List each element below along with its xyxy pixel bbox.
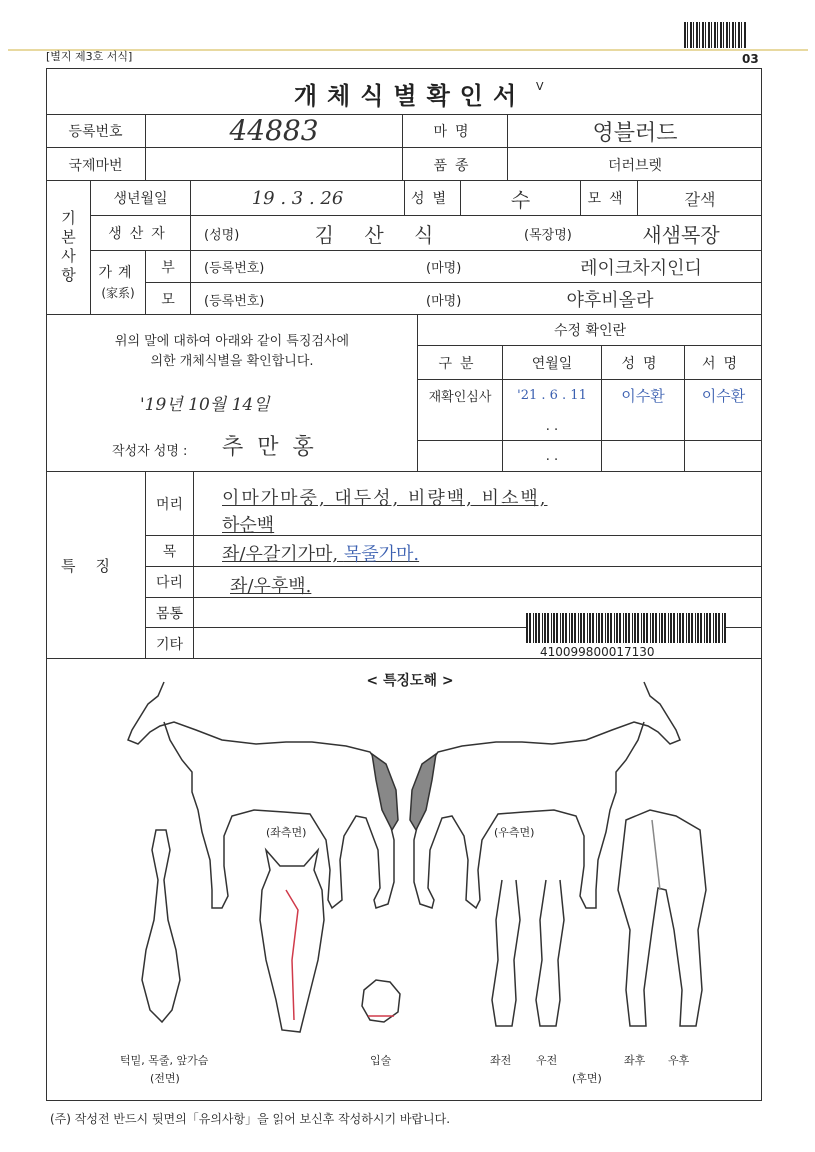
leg-label: 다리 (155, 575, 184, 591)
footer-note: (주) 작성전 반드시 뒷면의「유의사항」을 읽어 보신후 작성하시기 바랍니다. (50, 1112, 451, 1126)
head-front-outline (260, 850, 324, 1032)
front-legs-outline (492, 880, 564, 1026)
right-hind-label: 우후 (668, 1054, 690, 1067)
neck-value-black: 좌/우갈기가마, (222, 544, 339, 565)
right-side-label: (우측면) (494, 826, 535, 839)
left-side-horse-outline (128, 682, 398, 908)
basic-section-label (46, 181, 90, 315)
page-title: 개체식별확인서 (293, 82, 527, 110)
lips-label: 입술 (370, 1054, 392, 1067)
front-view-label: (전면) (150, 1072, 180, 1085)
row3-date: . . (545, 449, 559, 464)
family-label-hanja: (家系) (101, 286, 135, 300)
birth-label: 생년월일 (113, 191, 168, 207)
birth-value: 19 . 3 . 26 (251, 187, 344, 209)
family-label-text: 가계 (98, 265, 138, 281)
name-label: 마명 (433, 124, 477, 140)
reg-no-value: 44883 (229, 113, 319, 147)
form-number: [별지 제3호 서식] (46, 50, 133, 63)
col-name: 성명 (621, 355, 665, 372)
producer-label: 생산자 (108, 226, 173, 242)
head-value-line1: 이마가마중, 대두성, 비량백, 비소백, (222, 488, 548, 509)
intl-no-label: 국제마번 (68, 157, 123, 174)
confirm-text-line1: 위의 말에 대하여 아래와 같이 특징검사에 (114, 334, 350, 349)
sire-reg-no-label: (등록번호) (204, 261, 265, 276)
etc-label: 기타 (155, 636, 184, 653)
neck-value-blue: 목줄가마. (343, 544, 420, 565)
features-section-label: 특징 (61, 557, 130, 575)
head-value-line2: 하순백 (222, 515, 275, 536)
color-value: 갈색 (684, 189, 716, 209)
neck-label: 목 (162, 544, 177, 560)
right-side-horse-outline (410, 682, 680, 908)
top-barcode (684, 22, 746, 48)
producer-name-label: (성명) (204, 227, 240, 243)
right-front-label: 우전 (536, 1054, 558, 1067)
lips-outline (362, 980, 400, 1022)
row2-date: . . (545, 418, 559, 434)
color-label: 모색 (587, 191, 631, 207)
left-front-label: 좌전 (490, 1054, 512, 1067)
dam-name-value: 야후비올라 (566, 290, 654, 311)
sex-label: 성별 (410, 191, 455, 207)
page-number: 03 (742, 52, 759, 66)
leg-value: 좌/우후백. (230, 576, 312, 597)
body-label: 몸통 (155, 605, 184, 622)
farm-value: 새샘목장 (642, 222, 720, 247)
breed-label: 품종 (433, 157, 477, 174)
barcode-number: 410099800017130 (540, 645, 655, 659)
farm-label: (목장명) (524, 227, 572, 243)
row1-date: '21 . 6 . 11 (517, 387, 587, 403)
neck-value (222, 540, 419, 566)
row1-sign: 이수환 (701, 386, 746, 405)
family-label (91, 251, 145, 315)
head-label: 머리 (155, 496, 184, 513)
basic-section-text: 기본사항 (59, 210, 77, 286)
diagram-title: < 특징도해 > (366, 673, 454, 689)
sire-label: 부 (161, 259, 175, 276)
rear-view-label: (후면) (572, 1072, 602, 1085)
front-labels: 턱밑, 목줄, 앞가슴 (120, 1054, 209, 1067)
confirm-date: '19년 10월 14일 (140, 395, 270, 415)
horse-diagram (46, 660, 762, 1100)
reg-no-label: 등록번호 (68, 124, 123, 140)
dam-reg-no-label: (등록번호) (204, 293, 265, 309)
dam-horse-name-label: (마명) (426, 293, 462, 309)
col-type: 구분 (438, 355, 482, 372)
dam-label: 모 (161, 292, 175, 308)
col-sign: 서명 (701, 355, 746, 372)
breed-value: 더러브렛 (607, 157, 663, 174)
writer-label: 작성자 성명 : (112, 444, 188, 459)
sex-value: 수 (510, 187, 531, 212)
sire-horse-name-label: (마명) (426, 261, 462, 276)
features-barcode (526, 613, 726, 643)
confirm-text-line2: 의한 개체식별을 확인합니다. (150, 354, 314, 369)
left-hind-label: 좌후 (624, 1054, 646, 1067)
col-date: 연월일 (531, 355, 573, 372)
row1-type: 재확인심사 (428, 389, 492, 405)
producer-name-value: 김 산 식 (314, 222, 446, 247)
sire-name-value: 레이크차지인디 (580, 257, 702, 279)
left-side-label: (좌측면) (266, 826, 307, 839)
name-value: 영블러드 (592, 120, 678, 146)
writer-value: 추만홍 (222, 435, 328, 460)
title-mark: V (536, 80, 544, 93)
revision-title: 수정 확인란 (553, 323, 627, 339)
row1-name: 이수환 (621, 386, 665, 405)
rear-view-outline (618, 810, 706, 1026)
front-neck-outline (142, 830, 180, 1022)
